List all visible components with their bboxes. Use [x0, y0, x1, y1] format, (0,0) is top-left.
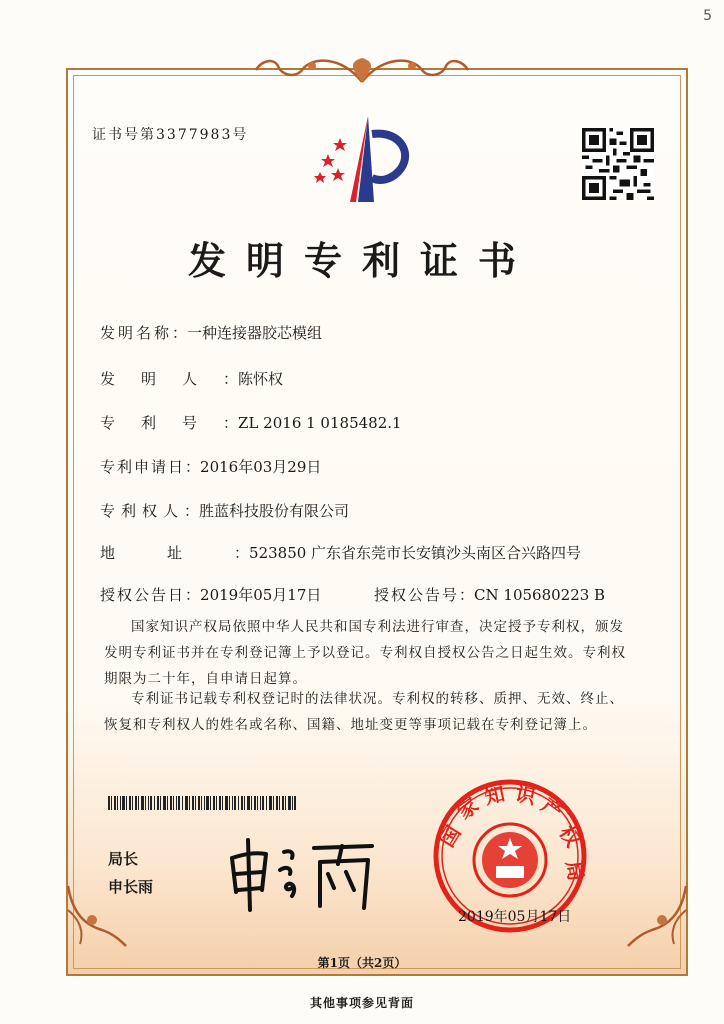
- inventor-label: 发明人: [100, 370, 224, 388]
- svg-text:识: 识: [513, 781, 538, 809]
- barcode: [108, 796, 296, 810]
- seal-date: 2019年05月17日: [458, 909, 572, 925]
- field-address: 地址：523850 广东省东莞市长安镇沙头南区合兴路四号: [100, 544, 582, 562]
- certificate-title: 发明专利证书: [187, 238, 536, 283]
- qr-code: [582, 128, 654, 200]
- grant-date-value: 2019年05月17日: [200, 586, 322, 604]
- filing-date-label: 专利申请日: [100, 458, 186, 476]
- certificate-number: 证书号第3377983号: [92, 127, 249, 143]
- director-signature: [222, 830, 382, 914]
- patent-office-logo: [310, 112, 418, 208]
- patent-number-label: 专利号: [100, 414, 224, 432]
- field-patentee: 专利权人：胜蓝科技股份有限公司: [100, 502, 350, 520]
- patentee-value: 胜蓝科技股份有限公司: [199, 502, 350, 520]
- field-patent-number: 专利号：ZL 2016 1 0185482.1: [100, 414, 402, 432]
- invention-name-label: 发明名称: [100, 324, 173, 342]
- inventor-value: 陈怀权: [238, 370, 284, 388]
- page-mark: 5: [703, 8, 712, 24]
- field-grant-number: 授权公告号：CN 105680223 B: [374, 586, 606, 604]
- svg-text:产: 产: [536, 792, 568, 824]
- grant-number-label: 授权公告号: [374, 586, 460, 604]
- svg-text:知: 知: [482, 781, 507, 809]
- director-title: 局长: [108, 850, 139, 868]
- field-filing-date: 专利申请日：2016年03月29日: [100, 458, 322, 476]
- svg-text:局: 局: [561, 858, 589, 883]
- footer-note: 其他事项参见背面: [309, 996, 414, 1010]
- field-invention-name: 发明名称：一种连接器胶芯模组: [100, 324, 323, 342]
- address-label: 地址: [100, 544, 235, 562]
- patent-number-value: ZL 2016 1 0185482.1: [238, 414, 402, 432]
- page-info: 第1页（共2页）: [317, 956, 407, 970]
- top-ornament: [252, 52, 472, 88]
- filing-date-value: 2016年03月29日: [200, 458, 322, 476]
- svg-text:国: 国: [434, 821, 466, 852]
- corner-ornament-bottom-right: [622, 880, 692, 950]
- field-grant-date: 授权公告日：2019年05月17日: [100, 586, 322, 604]
- director-name: 申长雨: [108, 878, 154, 896]
- invention-name-value: 一种连接器胶芯模组: [187, 324, 323, 342]
- patentee-label: 专利权人: [100, 502, 185, 520]
- grant-date-label: 授权公告日: [100, 586, 186, 604]
- field-inventor: 发明人：陈怀权: [100, 370, 284, 388]
- address-value: 523850 广东省东莞市长安镇沙头南区合兴路四号: [249, 544, 582, 562]
- svg-text:权: 权: [554, 821, 586, 852]
- svg-text:家: 家: [452, 792, 484, 824]
- certificate-statement-2: 专利证书记载专利权登记时的法律状况。专利权的转移、质押、无效、终止、恢复和专利权人的姓名或名称、国籍、地址变更等事项记载在专利登记簿上。: [104, 691, 624, 733]
- certificate-statement-1: 国家知识产权局依照中华人民共和国专利法进行审查，决定授予专利权，颁发发明专利证书并在专利登记簿上予以登记。专利权自授权公告之日起生效。专利权期限为二十年，自申请日起算。: [104, 619, 626, 687]
- grant-number-value: CN 105680223 B: [474, 586, 606, 604]
